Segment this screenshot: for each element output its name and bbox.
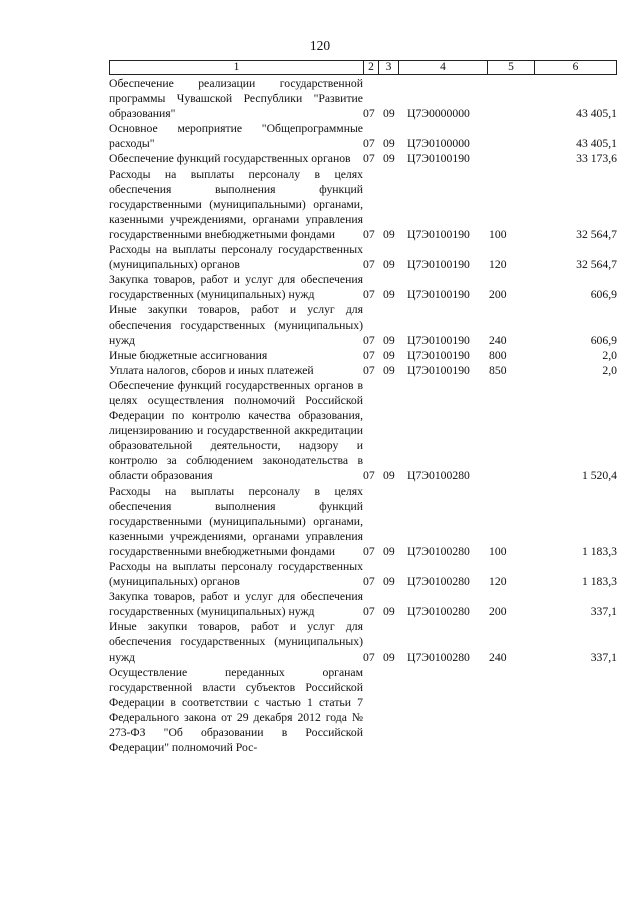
row-target-article: Ц7Э0100190 xyxy=(407,333,470,347)
row-name: Основное мероприятие "Общепрограммные расходы" xyxy=(109,122,363,151)
row-target-article: Ц7Э0100190 xyxy=(407,258,470,272)
row-sum: 32 564,7 xyxy=(576,227,617,241)
row-expense-type: 800 xyxy=(489,348,507,362)
row-expense-type xyxy=(489,76,533,121)
row-sum: 43 405,1 xyxy=(576,107,617,121)
row-razdel: 07 xyxy=(363,348,375,362)
row-podrazdel: 09 xyxy=(383,288,395,302)
row-sum: 606,9 xyxy=(590,333,617,347)
row-sum: 606,9 xyxy=(590,288,617,302)
row-expense-type xyxy=(489,151,533,166)
row-razdel: 07 xyxy=(363,469,375,483)
row-name: Расходы на выплаты персоналу в целях обеспечения выполнения функций государственными (муниципальными) органами, казенными учреждениями, органами управления государственными внебюджетными фондами xyxy=(109,167,363,241)
row-expense-type: 200 xyxy=(489,605,507,619)
table-row xyxy=(109,302,617,347)
row-target-article: Ц7Э0100190 xyxy=(407,348,470,362)
column-header-vr: 5 xyxy=(487,60,535,75)
row-target-article: Ц7Э0100280 xyxy=(407,469,470,483)
row-podrazdel: 09 xyxy=(383,152,395,166)
row-razdel xyxy=(363,665,383,756)
row-name: Расходы на выплаты персоналу в целях обеспечения выполнения функций государственными (муниципальными) органами, казенными учреждениями, органами управления государственными внебюджетными фондами xyxy=(109,484,363,558)
table-row xyxy=(109,559,617,589)
table-row xyxy=(109,619,617,664)
table-row xyxy=(109,348,617,363)
row-razdel: 07 xyxy=(363,227,375,241)
row-expense-type: 850 xyxy=(489,363,507,377)
row-sum xyxy=(533,665,617,756)
table-row xyxy=(109,589,617,619)
row-name: Закупка товаров, работ и услуг для обеспечения государственных (муниципальных) нужд xyxy=(109,590,363,619)
row-name: Расходы на выплаты персоналу государственных (муниципальных) органов xyxy=(109,560,363,589)
table-row xyxy=(109,484,617,559)
row-razdel: 07 xyxy=(363,288,375,302)
table-row xyxy=(109,121,617,151)
row-target-article: Ц7Э0100280 xyxy=(407,544,470,558)
row-sum: 2,0 xyxy=(602,363,617,377)
row-podrazdel: 09 xyxy=(383,258,395,272)
row-razdel: 07 xyxy=(363,333,375,347)
row-name: Обеспечение функций государственных органов xyxy=(109,152,351,166)
row-razdel: 07 xyxy=(363,107,375,121)
budget-table xyxy=(109,76,617,755)
row-podrazdel: 09 xyxy=(383,363,395,377)
row-razdel: 07 xyxy=(363,258,375,272)
row-expense-type: 100 xyxy=(489,227,507,241)
row-name: Уплата налогов, сборов и иных платежей xyxy=(109,363,314,377)
row-expense-type xyxy=(489,121,533,151)
row-podrazdel: 09 xyxy=(383,137,395,151)
row-name: Иные бюджетные ассигнования xyxy=(109,348,268,362)
table-row xyxy=(109,76,617,121)
column-header-razdel: 2 xyxy=(363,60,379,75)
row-expense-type xyxy=(489,378,533,484)
row-target-article: Ц7Э0000000 xyxy=(407,107,470,121)
row-podrazdel: 09 xyxy=(383,469,395,483)
row-name: Обеспечение функций государственных органов в целях осуществления полномочий Российской Федерации по контролю качества образования, лицензированию и государственной аккредитации образовательной деятельности, надзору и контролю за соблюдением законодательства в области образования xyxy=(109,378,363,483)
row-razdel: 07 xyxy=(363,544,375,558)
row-target-article xyxy=(407,665,489,756)
row-expense-type xyxy=(489,665,533,756)
row-expense-type: 100 xyxy=(489,544,507,558)
row-podrazdel: 09 xyxy=(383,107,395,121)
row-name: Обеспечение реализации государственной программы Чувашской Республики "Развитие образования" xyxy=(109,77,363,121)
table-row xyxy=(109,272,617,302)
row-podrazdel: 09 xyxy=(383,333,395,347)
row-podrazdel: 09 xyxy=(383,348,395,362)
row-razdel: 07 xyxy=(363,137,375,151)
table-body xyxy=(109,76,617,755)
row-sum: 1 183,3 xyxy=(581,544,617,558)
column-header-csr: 4 xyxy=(398,60,488,75)
row-target-article: Ц7Э0100280 xyxy=(407,650,470,664)
row-razdel: 07 xyxy=(363,605,375,619)
row-target-article: Ц7Э0100280 xyxy=(407,605,470,619)
table-row xyxy=(109,363,617,378)
row-podrazdel: 09 xyxy=(383,650,395,664)
row-podrazdel xyxy=(383,665,407,756)
row-podrazdel: 09 xyxy=(383,227,395,241)
table-row xyxy=(109,151,617,166)
row-podrazdel: 09 xyxy=(383,544,395,558)
table-header xyxy=(109,60,617,75)
row-sum: 337,1 xyxy=(590,605,617,619)
row-sum: 43 405,1 xyxy=(576,137,617,151)
row-razdel: 07 xyxy=(363,363,375,377)
row-sum: 1 520,4 xyxy=(581,469,617,483)
column-header-podrazdel: 3 xyxy=(378,60,399,75)
row-expense-type: 120 xyxy=(489,258,507,272)
row-expense-type: 200 xyxy=(489,288,507,302)
page-number: 120 xyxy=(309,38,331,53)
row-target-article: Ц7Э0100190 xyxy=(407,152,470,166)
row-target-article: Ц7Э0100280 xyxy=(407,575,470,589)
table-row xyxy=(109,378,617,484)
row-sum: 337,1 xyxy=(590,650,617,664)
row-name: Осуществление переданных органам государственной власти субъектов Российской Федерации в соответствии с частью 1 статьи 7 Федерального закона от 29 декабря 2012 года № 273-ФЗ "Об образовании в Российской Федерации" полномочий Рос- xyxy=(109,665,363,755)
row-sum: 2,0 xyxy=(602,348,617,362)
row-expense-type: 240 xyxy=(489,333,507,347)
row-razdel: 07 xyxy=(363,650,375,664)
row-target-article: Ц7Э0100190 xyxy=(407,363,470,377)
row-name: Расходы на выплаты персоналу государственных (муниципальных) органов xyxy=(109,243,363,272)
row-expense-type: 120 xyxy=(489,575,507,589)
column-header-sum: 6 xyxy=(534,60,617,75)
row-name: Иные закупки товаров, работ и услуг для обеспечения государственных (муниципальных) нужд xyxy=(109,620,363,664)
row-name: Закупка товаров, работ и услуг для обеспечения государственных (муниципальных) нужд xyxy=(109,273,363,302)
column-header-name: 1 xyxy=(109,60,364,75)
row-podrazdel: 09 xyxy=(383,575,395,589)
row-target-article: Ц7Э0100190 xyxy=(407,227,470,241)
table-row xyxy=(109,167,617,242)
row-razdel: 07 xyxy=(363,152,375,166)
row-podrazdel: 09 xyxy=(383,605,395,619)
row-sum: 1 183,3 xyxy=(581,575,617,589)
table-row xyxy=(109,665,617,756)
row-target-article: Ц7Э0100190 xyxy=(407,288,470,302)
table-row xyxy=(109,242,617,272)
row-razdel: 07 xyxy=(363,575,375,589)
row-target-article: Ц7Э0100000 xyxy=(407,137,470,151)
row-sum: 32 564,7 xyxy=(576,258,617,272)
row-expense-type: 240 xyxy=(489,650,507,664)
row-sum: 33 173,6 xyxy=(576,152,617,166)
row-name: Иные закупки товаров, работ и услуг для обеспечения государственных (муниципальных) нужд xyxy=(109,303,363,347)
